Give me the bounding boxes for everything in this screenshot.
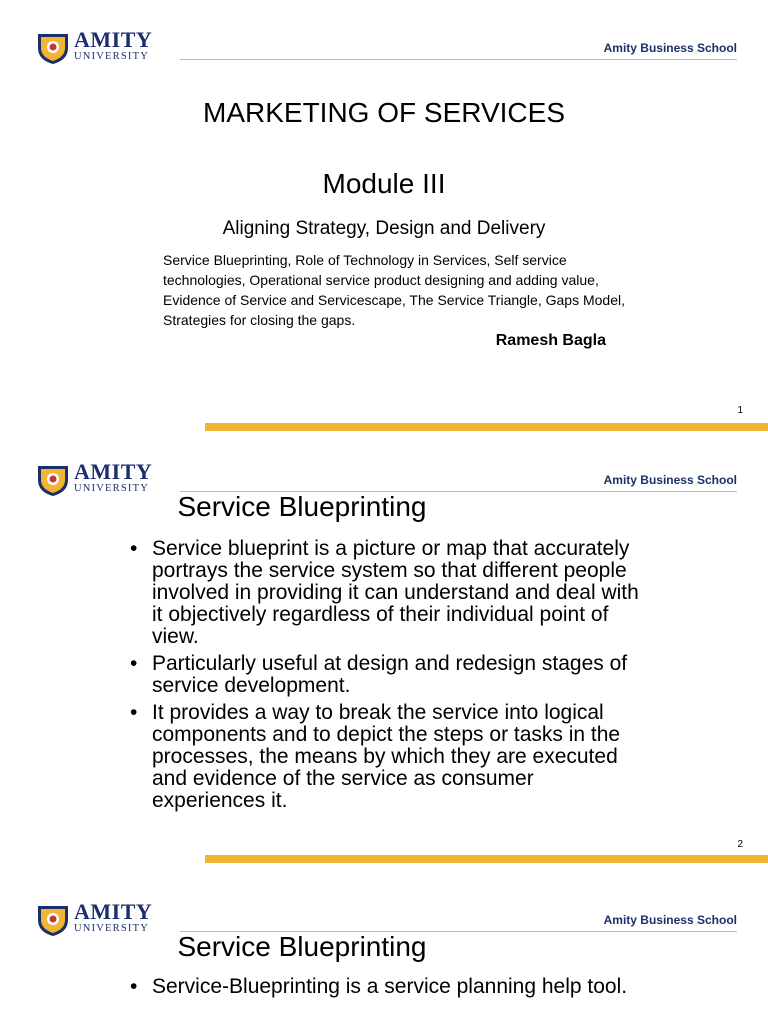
bullet-text: Particularly useful at design and redesign stages of service development. (152, 652, 628, 697)
presentation-title: MARKETING OF SERVICES (203, 97, 565, 128)
logo-word: AMITY (74, 899, 153, 924)
logo-sub: UNIVERSITY (74, 51, 149, 62)
logo-word: AMITY (74, 27, 153, 52)
amity-logo (36, 27, 171, 64)
bullet-list (130, 972, 650, 1007)
bullet-list (130, 538, 650, 817)
school-name: Amity Business School (603, 913, 737, 927)
amity-crest-icon (36, 30, 70, 64)
bullet-item (130, 702, 650, 812)
school-name: Amity Business School (603, 41, 737, 55)
bullet-item (130, 972, 650, 1002)
bullet-text: Service-Blueprinting is a service planning help tool. (152, 975, 628, 998)
bullet-text: Service blueprint is a picture or map that accurately portrays the service system so that different people involved in providing it can understand and deal with it objectively regardless of their individual point of view. (152, 537, 639, 648)
bullet-dot-icon: • (130, 652, 138, 675)
slide-1 (0, 0, 768, 432)
bullet-dot-icon: • (130, 537, 138, 560)
slide-2 (0, 432, 768, 872)
page-number: 2 (737, 839, 743, 850)
slide-3 (0, 872, 768, 1024)
page-number: 1 (737, 405, 743, 416)
header-rule (180, 59, 737, 60)
school-name: Amity Business School (603, 473, 737, 487)
topics-list: Service Blueprinting, Role of Technology in Services, Self service technologies, Operational service product designing and adding value, Evidence of Service and Servicescape, The Service Triangle, Gaps Model, Strategies for closing the gaps. (163, 252, 625, 328)
bullet-text: It provides a way to break the service into logical components and to depict the steps or tasks in the processes, the means by which they are executed and evidence of the service as consumer experiences it. (152, 701, 621, 812)
slide-title: Service Blueprinting (177, 931, 427, 962)
author-name: Ramesh Bagla (495, 332, 606, 349)
slide-title: Service Blueprinting (177, 491, 427, 522)
module-title: Module III (322, 168, 446, 199)
logo-sub: UNIVERSITY (74, 483, 149, 494)
bullet-dot-icon: • (130, 701, 138, 724)
bullet-dot-icon: • (130, 975, 138, 998)
bullet-item (130, 653, 650, 697)
module-subtitle: Aligning Strategy, Design and Delivery (222, 218, 546, 239)
logo-word: AMITY (74, 459, 153, 484)
footer-bar (205, 423, 768, 431)
logo-sub: UNIVERSITY (74, 923, 149, 934)
bullet-item (130, 538, 650, 648)
footer-bar (205, 855, 768, 863)
